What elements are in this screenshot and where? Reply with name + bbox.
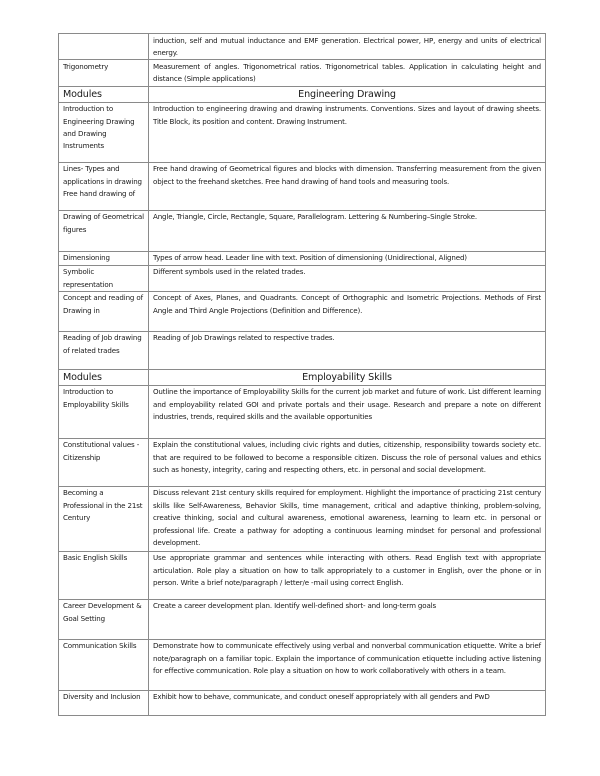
syllabus-table xyxy=(58,33,546,716)
section-title: Engineering Drawing xyxy=(149,86,546,102)
module-cell xyxy=(59,34,149,60)
table-row xyxy=(59,486,546,551)
table-row xyxy=(59,385,546,438)
module-cell: Basic English Skills xyxy=(59,551,149,599)
module-cell: Constitutional values - Citizenship xyxy=(59,438,149,486)
table-row xyxy=(59,210,546,251)
module-cell: Career Development & Goal Setting xyxy=(59,599,149,639)
table-row xyxy=(59,251,546,265)
modules-header: Modules xyxy=(59,369,149,385)
table-row xyxy=(59,265,546,291)
module-cell: Introduction to Engineering Drawing and Drawing Instruments xyxy=(59,102,149,162)
module-cell: Lines- Types and applications in drawing Free hand drawing of xyxy=(59,162,149,210)
module-cell: Symbolic representation xyxy=(59,265,149,291)
module-cell: Trigonometry xyxy=(59,60,149,86)
module-cell: Drawing of Geometrical figures xyxy=(59,210,149,251)
section-header-row xyxy=(59,86,546,102)
module-cell: Communication Skills xyxy=(59,639,149,690)
section-title: Employability Skills xyxy=(149,369,546,385)
description-cell: Explain the constitutional values, including civic rights and duties, citizenship, responsibility towards society etc. that are required to be followed to become a responsible citizen. Discuss the role of personal values and ethics such as honesty, integrity, caring and respecting others, etc. in personal and social development. xyxy=(149,438,546,486)
module-cell: Reading of Job drawing of related trades xyxy=(59,331,149,369)
description-cell: Demonstrate how to communicate effectively using verbal and nonverbal communication etiquette. Write a brief note/paragraph on a familiar topic. Explain the importance of communication etiquette including active listening for effective communication. Role play a situation on how to work collaboratively with others in a team. xyxy=(149,639,546,690)
description-cell: Introduction to engineering drawing and drawing instruments. Conventions. Sizes and layout of drawing sheets. Title Block, its position and content. Drawing Instrument. xyxy=(149,102,546,162)
table-row xyxy=(59,34,546,60)
module-cell: Diversity and Inclusion xyxy=(59,690,149,715)
table-row xyxy=(59,639,546,690)
description-cell: Outline the importance of Employability Skills for the current job market and future of work. List different learning and employability related GOI and private portals and their usage. Research and prepare a note on different industries, trends, required skills and the available opportunities xyxy=(149,385,546,438)
table-row xyxy=(59,291,546,331)
description-cell: Measurement of angles. Trigonometrical ratios. Trigonometrical tables. Application in calculating height and distance (Simple applications) xyxy=(149,60,546,86)
module-cell: Concept and reading of Drawing in xyxy=(59,291,149,331)
description-cell: Discuss relevant 21st century skills required for employment. Highlight the importance of practicing 21st century skills like Self-Awareness, Behavior Skills, time management, critical and adaptive thinking, problem-solving, creative thinking, social and cultural awareness, emotional awareness, learning to learn etc. in personal or professional life. Create a pathway for adopting a continuous learning mindset for personal and professional development. xyxy=(149,486,546,551)
description-cell: Angle, Triangle, Circle, Rectangle, Square, Parallelogram. Lettering & Numbering–Single Stroke. xyxy=(149,210,546,251)
table-row xyxy=(59,331,546,369)
module-cell: Becoming a Professional in the 21st Century xyxy=(59,486,149,551)
modules-header: Modules xyxy=(59,86,149,102)
description-cell: Use appropriate grammar and sentences while interacting with others. Read English text with appropriate articulation. Role play a situation on how to talk appropriately to a customer in English, over the phone or in person. Write a brief note/paragraph / letter/e -mail using correct English. xyxy=(149,551,546,599)
description-cell: induction, self and mutual inductance and EMF generation. Electrical power, HP, energy and units of electrical energy. xyxy=(149,34,546,60)
description-cell: Different symbols used in the related trades. xyxy=(149,265,546,291)
table-row xyxy=(59,690,546,715)
description-cell: Reading of Job Drawings related to respective trades. xyxy=(149,331,546,369)
section-header-row xyxy=(59,369,546,385)
table-row xyxy=(59,551,546,599)
description-cell: Free hand drawing of Geometrical figures and blocks with dimension. Transferring measurement from the given object to the freehand sketches. Free hand drawing of hand tools and measuring tools. xyxy=(149,162,546,210)
table-row xyxy=(59,102,546,162)
module-cell: Introduction to Employability Skills xyxy=(59,385,149,438)
description-cell: Concept of Axes, Planes, and Quadrants. Concept of Orthographic and Isometric Projections. Methods of First Angle and Third Angle Projections (Definition and Difference). xyxy=(149,291,546,331)
module-cell: Dimensioning xyxy=(59,251,149,265)
description-cell: Create a career development plan. Identify well-defined short- and long-term goals xyxy=(149,599,546,639)
table-row xyxy=(59,162,546,210)
description-cell: Exhibit how to behave, communicate, and conduct oneself appropriately with all genders and PwD xyxy=(149,690,546,715)
description-cell: Types of arrow head. Leader line with text. Position of dimensioning (Unidirectional, Aligned) xyxy=(149,251,546,265)
table-row xyxy=(59,60,546,86)
table-row xyxy=(59,438,546,486)
table-row xyxy=(59,599,546,639)
